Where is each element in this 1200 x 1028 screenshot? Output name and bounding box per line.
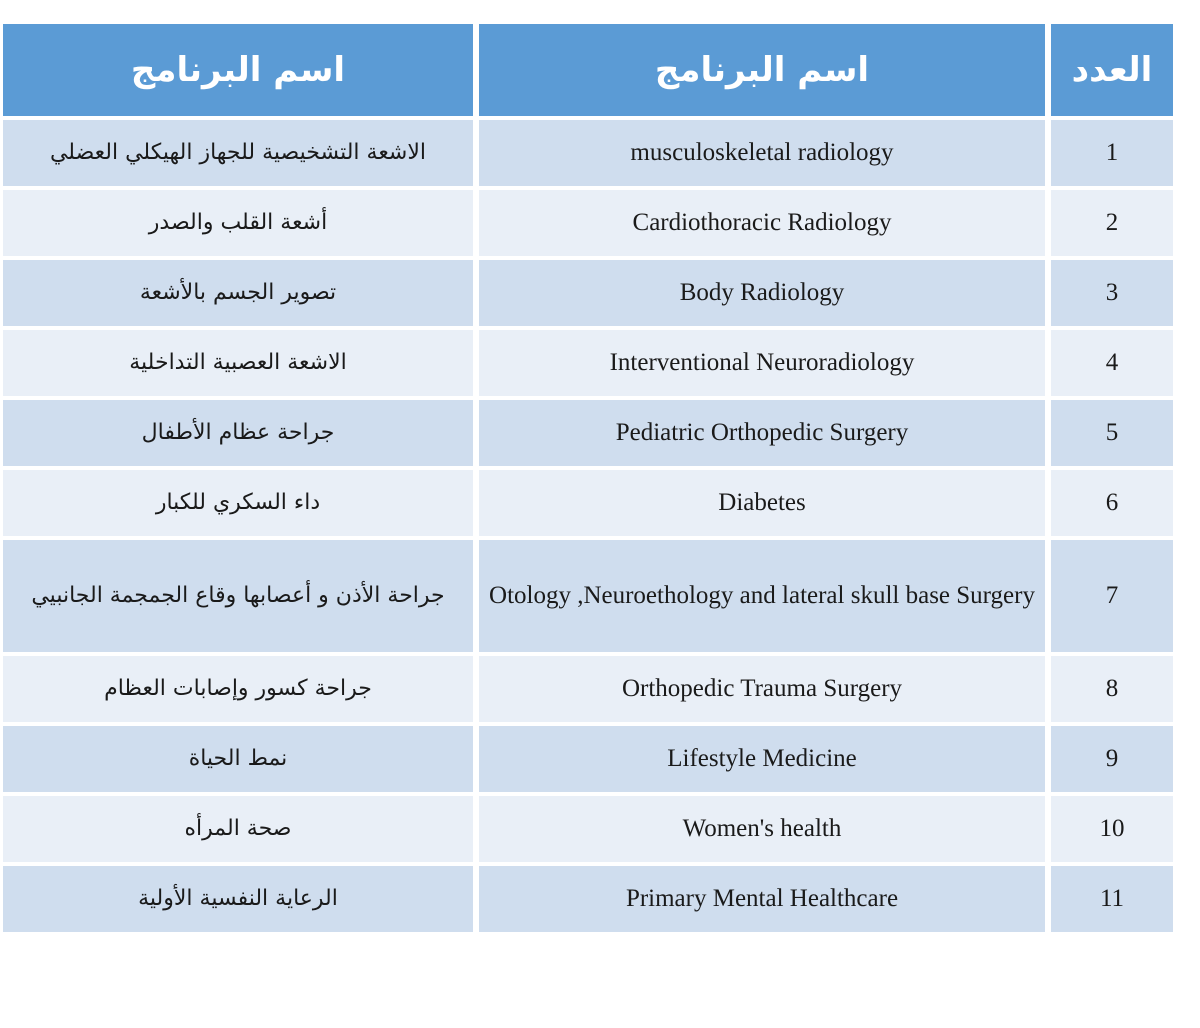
- program-name-english: Otology ,Neuroethology and lateral skull base Surgery: [479, 540, 1045, 652]
- program-name-english: Orthopedic Trauma Surgery: [479, 656, 1045, 722]
- table-row: [3, 190, 1173, 256]
- program-name-arabic: داء السكري للكبار: [3, 470, 473, 536]
- program-name-arabic: أشعة القلب والصدر: [3, 190, 473, 256]
- table-row: [3, 260, 1173, 326]
- program-number: 2: [1051, 190, 1173, 256]
- table-row: [3, 400, 1173, 466]
- table-row: [3, 330, 1173, 396]
- program-name-arabic: الرعاية النفسية الأولية: [3, 866, 473, 932]
- program-name-arabic: الاشعة التشخيصية للجهاز الهيكلي العضلي: [3, 120, 473, 186]
- program-number: 1: [1051, 120, 1173, 186]
- program-name-arabic: نمط الحياة: [3, 726, 473, 792]
- program-number: 6: [1051, 470, 1173, 536]
- program-name-english: Diabetes: [479, 470, 1045, 536]
- program-name-english: Interventional Neuroradiology: [479, 330, 1045, 396]
- program-name-english: Cardiothoracic Radiology: [479, 190, 1045, 256]
- program-name-arabic: صحة المرأه: [3, 796, 473, 862]
- table-row: [3, 470, 1173, 536]
- program-number: 9: [1051, 726, 1173, 792]
- program-number: 4: [1051, 330, 1173, 396]
- table-row: [3, 120, 1173, 186]
- program-name-english: musculoskeletal radiology: [479, 120, 1045, 186]
- header-program-name-english: اسم البرنامج: [479, 24, 1045, 116]
- program-name-english: Body Radiology: [479, 260, 1045, 326]
- table-row: [3, 726, 1173, 792]
- program-number: 11: [1051, 866, 1173, 932]
- program-number: 3: [1051, 260, 1173, 326]
- header-row: [3, 24, 1173, 116]
- table-row: [3, 796, 1173, 862]
- program-name-arabic: جراحة كسور وإصابات العظام: [3, 656, 473, 722]
- program-number: 7: [1051, 540, 1173, 652]
- program-name-english: Pediatric Orthopedic Surgery: [479, 400, 1045, 466]
- program-name-arabic: جراحة الأذن و أعصابها وقاع الجمجمة الجانبيي: [3, 540, 473, 652]
- table-row: [3, 866, 1173, 932]
- program-name-arabic: الاشعة العصبية التداخلية: [3, 330, 473, 396]
- header-number: العدد: [1051, 24, 1173, 116]
- program-number: 10: [1051, 796, 1173, 862]
- table-row: [3, 656, 1173, 722]
- programs-table: [0, 20, 1179, 936]
- program-name-arabic: جراحة عظام الأطفال: [3, 400, 473, 466]
- program-name-arabic: تصوير الجسم بالأشعة: [3, 260, 473, 326]
- header-program-name-arabic: اسم البرنامج: [3, 24, 473, 116]
- program-name-english: Lifestyle Medicine: [479, 726, 1045, 792]
- program-name-english: Primary Mental Healthcare: [479, 866, 1045, 932]
- program-name-english: Women's health: [479, 796, 1045, 862]
- table-row: [3, 540, 1173, 652]
- program-number: 5: [1051, 400, 1173, 466]
- program-number: 8: [1051, 656, 1173, 722]
- programs-table-container: [0, 20, 1176, 936]
